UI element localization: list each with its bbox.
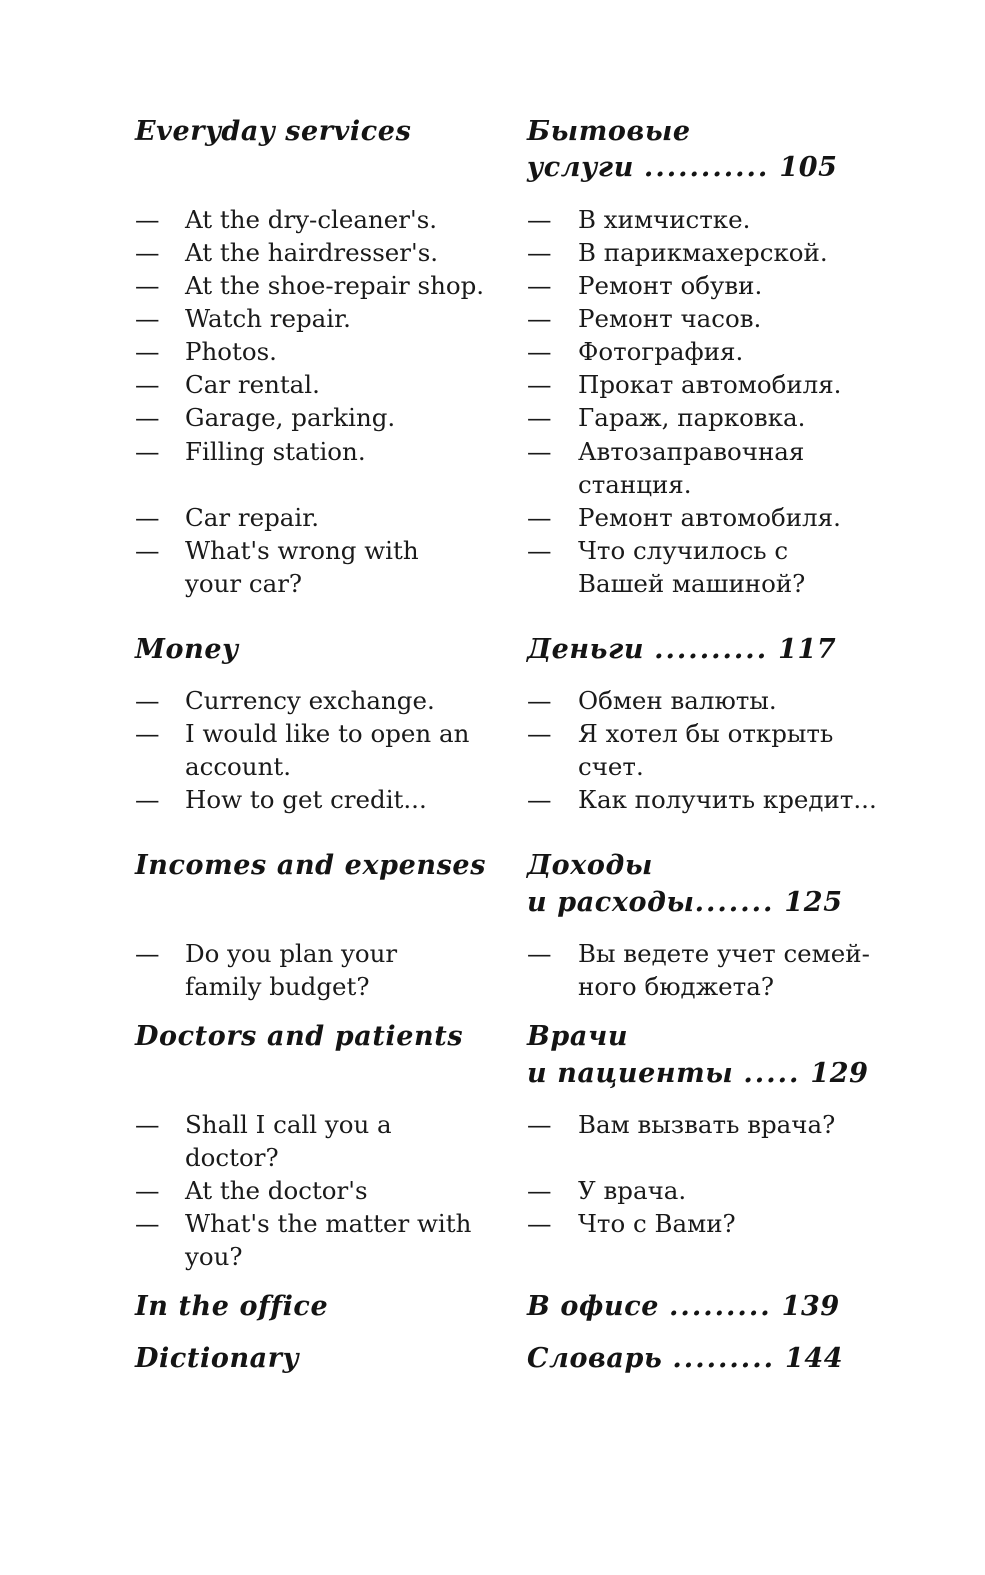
item-en: Watch repair. xyxy=(185,304,351,333)
dash: — xyxy=(135,238,160,267)
dash: — xyxy=(135,536,160,565)
dash: — xyxy=(527,1209,552,1238)
item-ru: Автозаправочная xyxy=(578,437,805,466)
item-en: At the shoe-repair shop. xyxy=(185,271,485,300)
item-ru: Ремонт обуви. xyxy=(578,271,763,300)
dash: — xyxy=(527,939,552,968)
section-title-en: Everyday services xyxy=(135,116,412,147)
dash: — xyxy=(135,1209,160,1238)
dash: — xyxy=(527,370,552,399)
dash: — xyxy=(527,686,552,715)
dash: — xyxy=(135,205,160,234)
item-en: I would like to open an xyxy=(185,719,470,748)
dash: — xyxy=(527,403,552,432)
item-en: Garage, parking. xyxy=(185,403,396,432)
item-ru: В парикмахерской. xyxy=(578,238,828,267)
dash: — xyxy=(527,337,552,366)
item-en: What's the matter with xyxy=(185,1209,472,1238)
item-ru: Ремонт автомобиля. xyxy=(578,503,841,532)
section-title-ru: Доходы xyxy=(527,850,653,881)
item-en-cont: doctor? xyxy=(185,1143,279,1172)
item-en: Shall I call you a xyxy=(185,1110,392,1139)
item-ru: Что с Вами? xyxy=(578,1209,736,1238)
dash: — xyxy=(135,337,160,366)
section-title-en: Dictionary xyxy=(135,1343,299,1374)
dash: — xyxy=(527,205,552,234)
item-en: Car rental. xyxy=(185,370,320,399)
item-ru-cont: счет. xyxy=(578,752,644,781)
item-ru: Я хотел бы открыть xyxy=(578,719,834,748)
page-number: 117 xyxy=(778,634,837,665)
item-ru: Фотография. xyxy=(578,337,744,366)
dash: — xyxy=(135,437,160,466)
item-en: What's wrong with xyxy=(185,536,419,565)
section-title-ru: Словарь ......... 144 xyxy=(527,1343,844,1374)
dash: — xyxy=(135,939,160,968)
dash: — xyxy=(135,304,160,333)
page-number: 139 xyxy=(781,1291,840,1322)
item-en: Do you plan your xyxy=(185,939,398,968)
dash: — xyxy=(135,1110,160,1139)
item-en: Photos. xyxy=(185,337,277,366)
dash: — xyxy=(135,686,160,715)
page-number: 144 xyxy=(785,1343,844,1374)
dash: — xyxy=(135,370,160,399)
dash: — xyxy=(527,503,552,532)
item-en: How to get credit... xyxy=(185,785,427,814)
section-title-en: Doctors and patients xyxy=(135,1021,464,1052)
dash: — xyxy=(527,785,552,814)
item-en: At the dry-cleaner's. xyxy=(185,205,438,234)
section-title-ru: В офисе ......... 139 xyxy=(527,1291,840,1322)
section-title-en: In the office xyxy=(135,1291,329,1322)
page-number: 129 xyxy=(810,1058,869,1089)
item-en-cont: your car? xyxy=(185,569,303,598)
dash: — xyxy=(135,785,160,814)
item-en: Currency exchange. xyxy=(185,686,435,715)
item-en-cont: account. xyxy=(185,752,291,781)
dash: — xyxy=(527,271,552,300)
section-title-ru: Бытовые xyxy=(527,116,691,147)
dash: — xyxy=(135,1176,160,1205)
item-ru-cont: станция. xyxy=(578,470,692,499)
section-title-ru: Деньги .......... 117 xyxy=(527,634,837,665)
dash: — xyxy=(135,503,160,532)
dash: — xyxy=(527,719,552,748)
item-ru: Вы ведете учет семей- xyxy=(578,939,870,968)
item-en: Car repair. xyxy=(185,503,319,532)
item-ru-cont: Вашей машиной? xyxy=(578,569,806,598)
item-en-cont: family budget? xyxy=(185,972,370,1001)
dash: — xyxy=(527,304,552,333)
page-number: 105 xyxy=(779,152,838,183)
section-title-ru-line2: и пациенты ..... 129 xyxy=(527,1058,869,1089)
dash: — xyxy=(527,1176,552,1205)
section-title-ru-line2: услуги ........... 105 xyxy=(527,152,838,183)
item-ru: Как получить кредит... xyxy=(578,785,877,814)
item-ru: Обмен валюты. xyxy=(578,686,777,715)
item-ru-cont: ного бюджета? xyxy=(578,972,774,1001)
item-en: At the hairdresser's. xyxy=(185,238,439,267)
section-title-ru: Врачи xyxy=(527,1021,629,1052)
dash: — xyxy=(135,271,160,300)
section-title-en: Money xyxy=(135,634,239,665)
item-ru: У врача. xyxy=(578,1176,687,1205)
item-ru: Гараж, парковка. xyxy=(578,403,806,432)
item-ru: Вам вызвать врача? xyxy=(578,1110,836,1139)
item-ru: Ремонт часов. xyxy=(578,304,762,333)
item-en: At the doctor's xyxy=(185,1176,368,1205)
item-ru: Прокат автомобиля. xyxy=(578,370,842,399)
section-title-en: Incomes and expenses xyxy=(135,850,487,881)
dash: — xyxy=(527,536,552,565)
dash: — xyxy=(527,238,552,267)
dash: — xyxy=(135,719,160,748)
item-ru: В химчистке. xyxy=(578,205,751,234)
dash: — xyxy=(527,437,552,466)
page-number: 125 xyxy=(784,887,843,918)
item-ru: Что случилось с xyxy=(578,536,789,565)
dash: — xyxy=(135,403,160,432)
item-en-cont: you? xyxy=(185,1242,243,1271)
section-title-ru-line2: и расходы....... 125 xyxy=(527,887,843,918)
item-en: Filling station. xyxy=(185,437,366,466)
dash: — xyxy=(527,1110,552,1139)
